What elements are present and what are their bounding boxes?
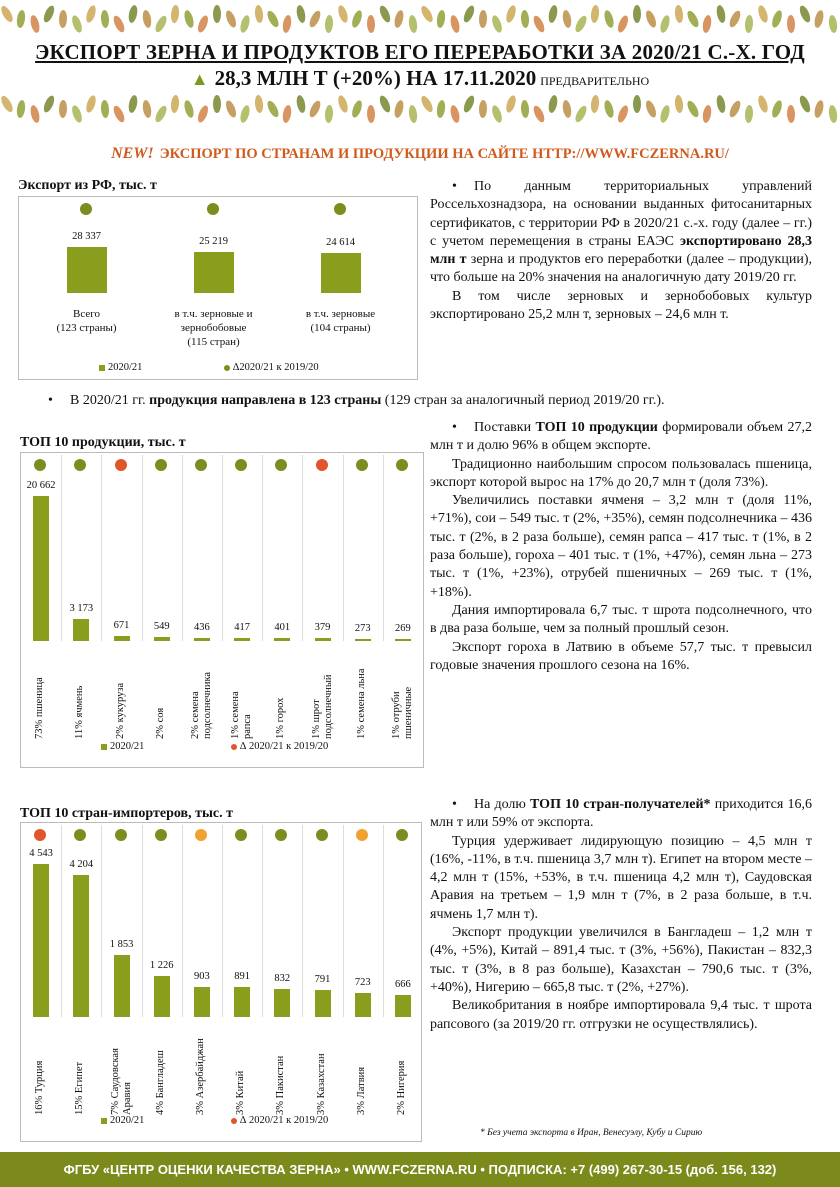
p2-3: Увеличились поставки ячменя – 3,2 млн т (доля 11%, +71%), сои – 549 тыс. т (2%, +35%), семян подсолнечника – 436 тыс. т (2%, в 2 раза больше), семян рапса – 417 тыс. т (1%, в 2 раза больше), гороха – 401 тыс. т (1%, +47%), семян льна – 273 тыс. т (1%, +23%), отрубей пшеничных – 269 тыс. т (1%, +18%). [430,493,812,600]
p3-1c: приходится 16,6 млн т или 59% от экспорта. [430,797,812,831]
value-label: 20 662 [26,480,56,491]
category-label: 1% горох [275,697,287,739]
chart3-title: ТОП 10 стран-импортеров, тыс. т [20,806,233,821]
value-label: 1 853 [109,938,134,950]
bullet-icon: • [452,179,457,194]
category-label: 16% Турция [34,1060,46,1115]
grain-ornament-piece [479,100,488,118]
grain-ornament-piece [531,14,546,34]
grain-ornament-piece [490,14,504,34]
grain-ornament-piece [16,10,26,29]
grain-ornament-piece [183,9,196,29]
wide-a: В 2020/21 гг. [70,393,150,408]
new-label: NEW! [111,145,154,162]
grain-ornament-piece [281,14,292,33]
grain-ornament-piece [787,105,796,123]
grain-ornament-piece [0,4,15,24]
text-block-countries [430,796,812,1034]
grain-ornament-piece [307,99,322,119]
grain-ornament-piece [603,99,616,119]
wide-b: продукция направлена в 123 страны [149,393,382,408]
grain-ornament-piece [436,10,446,29]
bar [274,638,290,641]
p3-2: Турция удерживает лидирующую позицию – 4,5 млн т (16%, -11%, в т.ч. пшеница 3,7 млн т). Египет на втором месте – 4,2 млн т (15%, +53%, в т.ч. пшеница 4,2 млн т), Саудовская Аравия на третьем – 1,9 млн т (7%, в 2 раза больше, в т.ч. ячмень 1,7 млн т). [430,833,812,922]
grain-ornament-piece [770,99,784,119]
new-announcement[interactable] [0,145,840,163]
grain-ornament-piece [324,15,333,34]
footnote: * Без учета экспорта в Иран, Венесуэлу, Кубу и Сирию [480,1128,703,1138]
bar [67,247,107,293]
grain-ornament-piece [531,104,546,124]
para-1a: По данным территориальных управлений Россельхознадзора, на основании выданных фитосанитарных сертификатов, с территории РФ в 2020/21 с.-х. году (далее – гг.) с учетом перемещения в страны ЕАЭС [430,179,812,249]
grain-ornament-piece [141,99,152,118]
change-marker [34,829,46,841]
value-label: 379 [314,622,331,634]
grain-ornament-piece [29,14,41,33]
grain-ornament-piece [504,4,517,24]
change-marker [155,829,167,841]
bar [234,638,250,641]
grid-divider [101,825,102,1017]
change-marker [356,829,368,841]
category-label: 3% Китай [235,1070,247,1115]
grid-divider [302,825,303,1017]
legend-delta: ∆2020/21 к 2019/20 [224,362,319,373]
category-label: 1% семена рапса [230,691,254,739]
grain-ornament-piece [590,5,600,24]
grain-ornament-piece [295,4,307,23]
grain-ornament-piece [828,105,838,124]
grain-ornament-piece [100,100,109,119]
category-label: 2% Нигерия [395,1060,407,1115]
grain-ornament-piece [436,100,446,119]
value-label: 417 [234,622,250,634]
subtitle-note: ПРЕДВАРИТЕЛЬНО [540,74,650,88]
bar [154,976,170,1017]
grain-ornament-piece [196,14,210,34]
bar [321,253,361,293]
category-label: 2% соя [154,707,166,739]
grain-ornament-piece [727,99,742,119]
grain-ornament-piece [408,15,418,34]
grid-divider [222,455,223,641]
grain-ornament-piece [378,4,393,24]
p2-5: Экспорт гороха в Латвию в объеме 57,7 тыс. т превысил годовые значения прошлого сезона на 16%. [430,639,812,673]
grain-ornament-piece [547,4,559,23]
change-marker [74,829,86,841]
new-link-text: ЭКСПОРТ ПО СТРАНАМ И ПРОДУКЦИИ НА САЙТЕ HTTP://WWW.FCZERNA.RU/ [159,146,729,162]
category-label: 3% Казахстан [315,1053,327,1115]
grain-ornament-piece [224,9,238,29]
grain-ornament-piece [561,99,572,118]
grain-ornament-piece [70,104,84,124]
grain-ornament-piece [659,104,672,124]
bar [114,636,130,641]
bar [355,993,371,1017]
grain-ornament-piece [393,99,405,118]
value-label: 666 [395,978,411,990]
grain-ornament-piece [787,15,796,33]
grain-ornament-piece [419,94,435,114]
grain-ornament-piece [336,94,349,114]
grain-ornament-piece [744,15,753,34]
grain-ornament-piece [633,5,641,23]
grain-ornament-piece [828,15,838,34]
grain-ornament-piece [265,99,281,119]
grain-ornament-piece [573,104,589,124]
bar [73,875,89,1017]
grain-ornament-piece [170,95,180,114]
grain-ornament-piece [183,99,196,119]
grain-ornament-piece [685,9,701,29]
grain-ornament-piece [350,9,364,29]
grid-divider [142,825,143,1017]
grain-ornament-piece [153,104,169,124]
bar [315,990,331,1017]
legend-2020-21: 2020/21 [101,741,144,752]
page-subtitle [0,66,840,91]
grain-ornament-piece [798,4,813,24]
grain-ornament-piece [590,95,600,114]
grain-ornament-piece [813,9,825,28]
value-label: 269 [395,623,411,634]
bar [395,639,411,641]
chart3-top10-importers [20,822,422,1142]
grain-ornament-piece [254,5,264,24]
category-label: 4% Бангладеш [154,1050,166,1115]
grain-ornament-piece [449,14,461,33]
grain-ornament-piece [674,5,684,24]
grain-ornament-piece [254,95,264,114]
text-wide-countries [48,392,818,410]
value-label: 891 [234,970,250,982]
value-label: 671 [113,620,130,632]
category-label: 3% Азербайджан [194,1038,206,1115]
grain-ornament-piece [213,95,221,113]
bar [33,496,49,641]
grain-ornament-piece [685,99,701,119]
change-marker [396,459,408,471]
grain-ornament-piece [770,9,784,29]
value-label: 3 173 [69,602,94,614]
grain-ornament-piece [504,94,517,114]
category-label: 1% отруби пшеничные [390,686,414,739]
value-label: 1 226 [149,959,174,971]
change-marker [356,459,368,471]
change-marker [195,459,207,471]
p3-4: Великобритания в ноябре импортировала 9,4 тыс. т шрота рапсового (за 2019/20 гг. отгрузки не осуществлялись). [430,998,812,1032]
value-label: 4 204 [69,859,94,871]
grain-ornament-piece [153,14,169,34]
bar [234,987,250,1017]
grid-divider [383,455,384,641]
grain-ornament-piece [701,14,712,33]
bar [73,619,89,641]
grain-ornament-piece [141,9,152,28]
change-marker [115,459,127,471]
change-marker [155,459,167,471]
grain-ornament-piece [644,9,658,29]
grain-ornament-piece [127,94,139,113]
chart2-top10-products [20,452,424,768]
grain-ornament-piece [727,9,742,29]
grain-ornament-piece [111,14,126,34]
text-block-export-summary [430,178,812,324]
grain-ornament-piece [239,104,252,124]
grain-ornament-piece [324,105,333,124]
bullet-icon: • [48,393,53,408]
grain-ornament-piece [644,99,658,119]
change-marker [34,459,46,471]
bar [154,637,170,641]
grain-ornament-piece [674,95,684,114]
bar [194,638,210,641]
change-marker [275,459,287,471]
bar [33,864,49,1017]
value-label: 401 [274,622,291,634]
grain-ornament-piece [561,9,572,28]
grain-ornament-piece [16,100,26,119]
grain-ornament-piece [42,4,57,24]
bar [114,955,130,1017]
change-marker [207,203,219,215]
value-label: 273 [354,623,371,634]
grain-ornament-piece [213,5,221,23]
para-2: В том числе зерновых и зернобобовых культур экспортировано 25,2 млн т, зерновых – 24,6 млн т. [430,288,812,323]
category-label: 2% кукуруза [114,682,126,739]
grain-ornament-piece [59,100,68,118]
grain-ornament-piece [111,104,126,124]
grain-ornament-piece [84,94,97,114]
grain-ornament-piece [367,105,376,123]
grain-ornament-piece [603,9,616,29]
grid-divider [343,455,344,641]
change-marker [235,829,247,841]
grain-ornament-piece [715,94,727,113]
grid-divider [222,825,223,1017]
change-marker [115,829,127,841]
category-label: Всего (123 страны) [56,308,117,334]
chart1-title: Экспорт из РФ, тыс. т [18,178,157,193]
grain-ornament-piece [715,4,727,23]
grain-ornament-piece [479,10,488,28]
p3-3: Экспорт продукции увеличился в Бангладеш – 1,2 млн т (4%, +5%), Китай – 891,4 тыс. т (3%, +56%), Пакистан – 832,3 тыс. т (3%, в 8 раз больше), Казахстан – 790,6 тыс. т (3%, +40%), Нигерию – 665,8 тыс. т (2%, +27%). [430,925,812,995]
grain-ornament-piece [756,94,769,114]
grain-ornament-piece [239,14,252,34]
category-label: 15% Египет [74,1061,86,1115]
grain-ornament-piece [307,9,322,29]
para-1b: экспортировано 28,3 млн т [430,233,812,268]
subtitle-text: 28,3 МЛН Т (+20%) НА 17.11.2020 [214,66,537,90]
change-marker [275,829,287,841]
category-label: 7% Саудовская Аравия [109,1048,133,1115]
change-marker [316,829,328,841]
p2-1c: формировали объем 27,2 млн т и долю 96% в общем экспорте. [430,420,812,454]
value-label: 24 614 [326,237,355,249]
bar [315,638,331,641]
legend-2020-21: 2020/21 [99,362,142,373]
grid-divider [182,455,183,641]
bullet-icon: • [452,797,457,812]
grain-ornament-piece [756,4,769,24]
chart1-export-total [18,196,418,380]
grain-ornament-piece [378,94,393,114]
grain-ornament-piece [573,14,589,34]
grain-ornament-piece [127,4,139,23]
p2-2: Традиционно наибольшим спросом пользовалась пшеница, экспорт которой вырос на 17% до 20,7 млн т (доля 73%). [430,456,812,490]
grain-ornament-piece [744,105,753,124]
grain-ornament-piece [265,9,281,29]
grain-ornament-piece [449,104,461,123]
value-label: 4 543 [29,848,53,859]
legend-delta: ∆ 2020/21 к 2019/20 [231,741,328,752]
grain-ornament-piece [224,99,238,119]
grain-ornament-piece [295,94,307,113]
grain-ornament-piece [813,99,825,118]
category-label: 2% семена подсолнечника [189,671,213,739]
legend-2020-21: 2020/21 [101,1115,144,1126]
value-label: 723 [354,976,371,988]
grid-divider [182,825,183,1017]
bar [395,995,411,1017]
grain-ornament-piece [393,9,405,28]
bar [274,989,290,1017]
grid-divider [262,825,263,1017]
bullet-icon: • [452,420,457,435]
grain-ornament-piece [367,15,376,33]
grain-ornament-piece [490,104,504,124]
grain-ornament-piece [42,94,57,114]
change-marker [235,459,247,471]
p3-1a: На долю [474,797,531,812]
grid-divider [142,455,143,641]
category-label: в т.ч. зерновые и зернобобовые (115 стран) [174,308,253,348]
value-label: 436 [194,621,210,633]
grain-ornament-piece [350,99,364,119]
grain-ornament-piece [462,94,477,114]
grain-ornament-piece [419,4,435,24]
legend-delta: ∆ 2020/21 к 2019/20 [231,1115,328,1126]
change-marker [316,459,328,471]
para-1c: зерна и продуктов его переработки (далее – продукции), что больше на 20% значения на аналогичную дату 2019/20 гг. [430,252,812,286]
change-marker [195,829,207,841]
grain-ornament-piece [520,10,529,29]
category-label: 73% пшеница [34,677,46,739]
footer-bar[interactable]: ФГБУ «ЦЕНТР ОЦЕНКИ КАЧЕСТВА ЗЕРНА» • WWW.FCZERNA.RU • ПОДПИСКА: +7 (499) 267-30-15 (доб. 156, 132) [0,1152,840,1187]
category-label: 3% Пакистан [275,1055,287,1115]
grain-ornament-piece [84,4,97,24]
value-label: 791 [314,974,331,986]
grid-divider [343,825,344,1017]
grain-ornament-piece [196,104,210,124]
up-triangle-icon: ▲ [190,69,209,89]
grain-ornament-piece [701,104,712,123]
grain-ornament-piece [633,95,641,113]
text-block-products [430,419,812,675]
value-label: 25 219 [199,236,228,248]
change-marker [74,459,86,471]
grain-ornament-piece [281,104,292,123]
page-title: ЭКСПОРТ ЗЕРНА И ПРОДУКТОВ ЕГО ПЕРЕРАБОТКИ ЗА 2020/21 С.-Х. ГОД [35,40,805,64]
change-marker [334,203,346,215]
wide-c: (129 стран за аналогичный период 2019/20 гг.). [381,393,665,408]
p3-1b: ТОП 10 стран-получателей* [530,797,711,812]
value-label: 549 [153,621,170,633]
chart2-title: ТОП 10 продукции, тыс. т [20,435,186,450]
value-label: 832 [274,972,291,984]
grain-ornament-piece [462,4,477,24]
grain-ornament-piece [547,94,559,113]
grid-divider [302,455,303,641]
grain-ornament-piece [70,14,84,34]
bar [194,252,234,293]
change-marker [396,829,408,841]
category-label: в т.ч. зерновые (104 страны) [305,308,376,334]
grain-ornament-piece [336,4,349,24]
value-label: 903 [194,970,210,982]
grain-ornament-piece [616,104,630,124]
value-label: 28 337 [72,231,101,242]
p2-4: Дания импортировала 6,7 тыс. т шрота подсолнечного, что в два раза больше, чем за полный прошлый сезон. [430,602,812,637]
category-label: 1% шрот подсолнечный [310,674,334,739]
bar [355,639,371,641]
category-label: 3% Латвия [355,1066,367,1115]
grain-ornament-piece [59,10,68,28]
bar [194,987,210,1017]
grain-ornament-piece [29,104,41,123]
grain-ornament-piece [170,5,180,24]
grain-ornament-piece [616,14,630,34]
grain-ornament-piece [798,94,813,114]
change-marker [80,203,92,215]
grain-ornament-piece [659,14,672,34]
grid-divider [262,455,263,641]
p2-1b: ТОП 10 продукции [535,420,658,435]
category-label: 1% семена льна [355,668,367,739]
grain-ornament-piece [100,10,109,29]
category-label: 11% ячмень [74,685,86,739]
grain-ornament-piece [520,100,529,119]
p2-1a: Поставки [474,420,536,435]
grain-ornament-piece [0,94,15,114]
grain-ornament-piece [408,105,418,124]
